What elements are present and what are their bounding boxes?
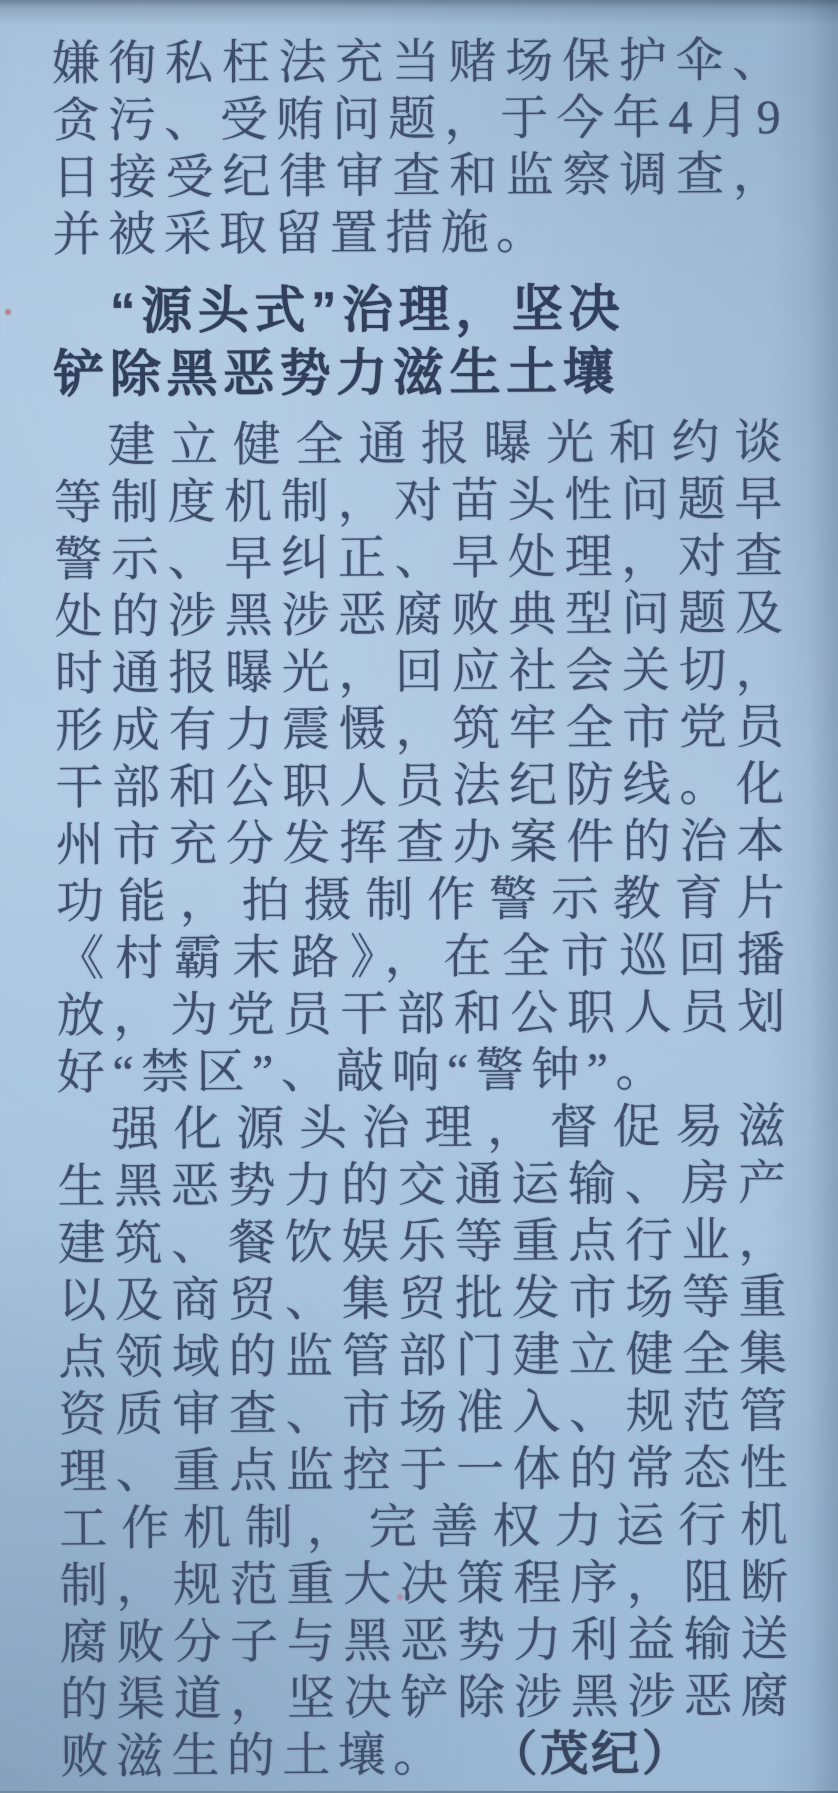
text-line: 腐败分子与黑恶势力利益输送 bbox=[59, 1613, 797, 1670]
text-line: 的渠道，坚决铲除涉黑涉恶腐 bbox=[60, 1670, 797, 1727]
heading-line: 铲除黑恶势力滋生土壤 bbox=[53, 342, 620, 403]
text-line: 建立健全通报曝光和约谈 bbox=[107, 416, 790, 473]
article-heading bbox=[53, 276, 790, 406]
text-line: 生黑恶势力的交通运输、房产 bbox=[57, 1157, 794, 1214]
article-paragraph bbox=[53, 414, 793, 1102]
text-line: 制，规范重大决策程序，阻断 bbox=[59, 1556, 796, 1613]
text-line: 以及商贸、集贸批发市场等重 bbox=[57, 1271, 795, 1328]
text-line: 理、重点监控于一体的常态性 bbox=[58, 1442, 796, 1499]
text-line: 时通报曝光，回应社会关切， bbox=[54, 644, 791, 701]
text-line: 点领域的监管部门建立健全集 bbox=[58, 1328, 795, 1385]
text-line: 嫌徇私枉法充当赌场保护伞、 bbox=[51, 34, 788, 91]
text-line: 强化源头治理，督促易滋 bbox=[110, 1100, 794, 1157]
heading-line: “源头式”治理，坚决 bbox=[109, 279, 626, 340]
text-line: 干部和公职人员法纪防线。化 bbox=[55, 758, 792, 815]
text-line: 州市充分发挥查办案件的治本 bbox=[55, 815, 792, 872]
text-line: 警示、早纠正、早处理，对查 bbox=[54, 530, 791, 587]
text-line: 放，为党员干部和公职人员划 bbox=[56, 986, 793, 1043]
text-line: 等制度机制，对苗头性问题早 bbox=[53, 473, 791, 530]
text-line: 日接受纪律审查和监察调查， bbox=[52, 148, 789, 205]
text-line: 《村霸末路》，在全市巡回播 bbox=[56, 929, 793, 986]
text-line: 形成有力震慑，筑牢全市党员 bbox=[54, 701, 792, 758]
article bbox=[51, 32, 796, 1786]
text-line: 并被采取留置措施。 bbox=[52, 206, 552, 262]
text-line: 败滋生的土壤。 （茂纪） bbox=[60, 1727, 694, 1784]
text-line: 好“禁区”、敲响“警钟”。 bbox=[56, 1043, 672, 1100]
text-line: 功能，拍摄制作警示教育片 bbox=[55, 872, 793, 929]
text-line: 处的涉黑涉恶腐败典型问题及 bbox=[54, 587, 791, 644]
article-paragraph bbox=[51, 32, 788, 264]
article-paragraph bbox=[57, 1098, 797, 1786]
text-line: 建筑、餐饮娱乐等重点行业， bbox=[57, 1214, 794, 1271]
author-signature: （茂纪） bbox=[513, 1727, 694, 1782]
text-line: 工作机制，完善权力运行机 bbox=[59, 1499, 796, 1556]
text-line: 资质审查、市场准入、规范管 bbox=[58, 1385, 795, 1442]
text-line: 贪污、受贿问题，于今年4月9 bbox=[51, 91, 789, 148]
